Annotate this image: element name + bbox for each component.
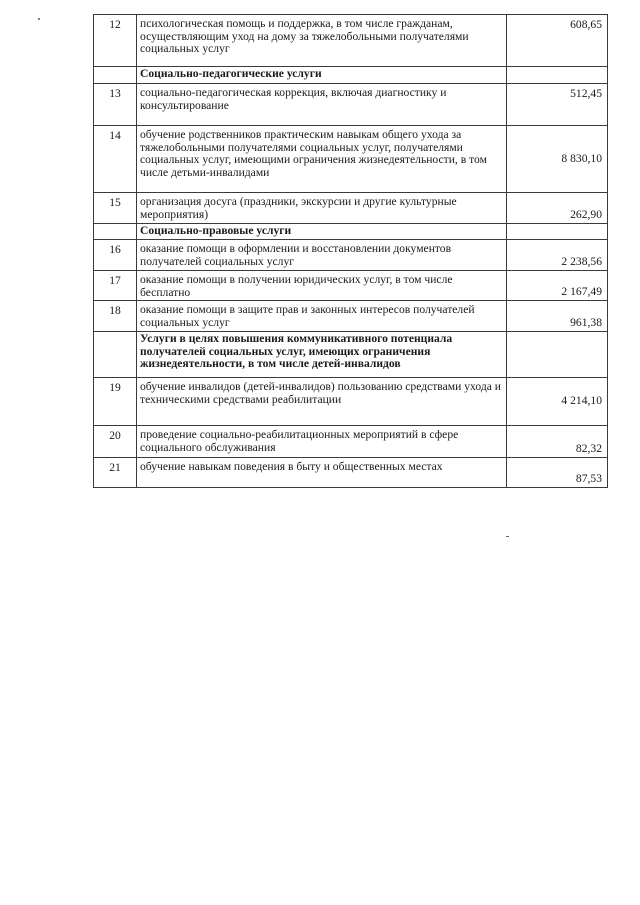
table-row	[94, 271, 608, 301]
service-price: 961,38	[507, 301, 608, 332]
table-row	[94, 240, 608, 271]
empty-cell	[94, 332, 137, 378]
service-description: обучение родственников практическим навыкам общего ухода за тяжелобольными получателями социальных услуг, получателями социальных услуг, имеющими ограничения жизнедеятельности, в том числе детьми-инвалидами	[137, 126, 507, 193]
row-number: 21	[94, 458, 137, 488]
service-description: обучение навыкам поведения в быту и общественных местах	[137, 458, 507, 488]
section-row	[94, 332, 608, 378]
table-row	[94, 426, 608, 458]
row-number: 12	[94, 15, 137, 67]
row-number: 16	[94, 240, 137, 271]
empty-cell	[507, 67, 608, 84]
service-price: 608,65	[507, 15, 608, 67]
empty-cell	[507, 332, 608, 378]
section-title: Социально-педагогические услуги	[137, 67, 507, 84]
section-title: Услуги в целях повышения коммуникативного потенциала получателей социальных услуг, имеющих ограничения жизнедеятельности, в том числе детей-инвалидов	[137, 332, 507, 378]
table-row	[94, 126, 608, 193]
empty-cell	[94, 224, 137, 240]
row-number: 20	[94, 426, 137, 458]
table-row	[94, 84, 608, 126]
table-row	[94, 193, 608, 224]
services-price-table	[93, 14, 608, 488]
section-title: Социально-правовые услуги	[137, 224, 507, 240]
service-price: 8 830,10	[507, 126, 608, 193]
row-number: 18	[94, 301, 137, 332]
service-description: оказание помощи в оформлении и восстановлении документов получателей социальных услуг	[137, 240, 507, 271]
row-number: 15	[94, 193, 137, 224]
service-description: социально-педагогическая коррекция, включая диагностику и консультирование	[137, 84, 507, 126]
row-number: 13	[94, 84, 137, 126]
section-row	[94, 224, 608, 240]
service-price: 87,53	[507, 458, 608, 488]
service-description: оказание помощи в получении юридических услуг, в том числе бесплатно	[137, 271, 507, 301]
service-description: обучение инвалидов (детей-инвалидов) пользованию средствами ухода и техническими средствами реабилитации	[137, 378, 507, 426]
row-number: 17	[94, 271, 137, 301]
table-row	[94, 458, 608, 488]
service-description: организация досуга (праздники, экскурсии и другие культурные мероприятия)	[137, 193, 507, 224]
table-row	[94, 15, 608, 67]
table-row	[94, 378, 608, 426]
row-number: 19	[94, 378, 137, 426]
service-price: 2 167,49	[507, 271, 608, 301]
service-description: проведение социально-реабилитационных мероприятий в сфере социального обслуживания	[137, 426, 507, 458]
row-number: 14	[94, 126, 137, 193]
service-description: оказание помощи в защите прав и законных интересов получателей социальных услуг	[137, 301, 507, 332]
scan-speck	[506, 536, 509, 537]
empty-cell	[94, 67, 137, 84]
empty-cell	[507, 224, 608, 240]
scan-speck	[38, 18, 40, 20]
service-description: психологическая помощь и поддержка, в том числе гражданам, осуществляющим уход на дому за тяжелобольными получателями социальных услуг	[137, 15, 507, 67]
section-row	[94, 67, 608, 84]
service-price: 2 238,56	[507, 240, 608, 271]
service-price: 4 214,10	[507, 378, 608, 426]
service-price: 262,90	[507, 193, 608, 224]
service-price: 82,32	[507, 426, 608, 458]
table-row	[94, 301, 608, 332]
service-price: 512,45	[507, 84, 608, 126]
